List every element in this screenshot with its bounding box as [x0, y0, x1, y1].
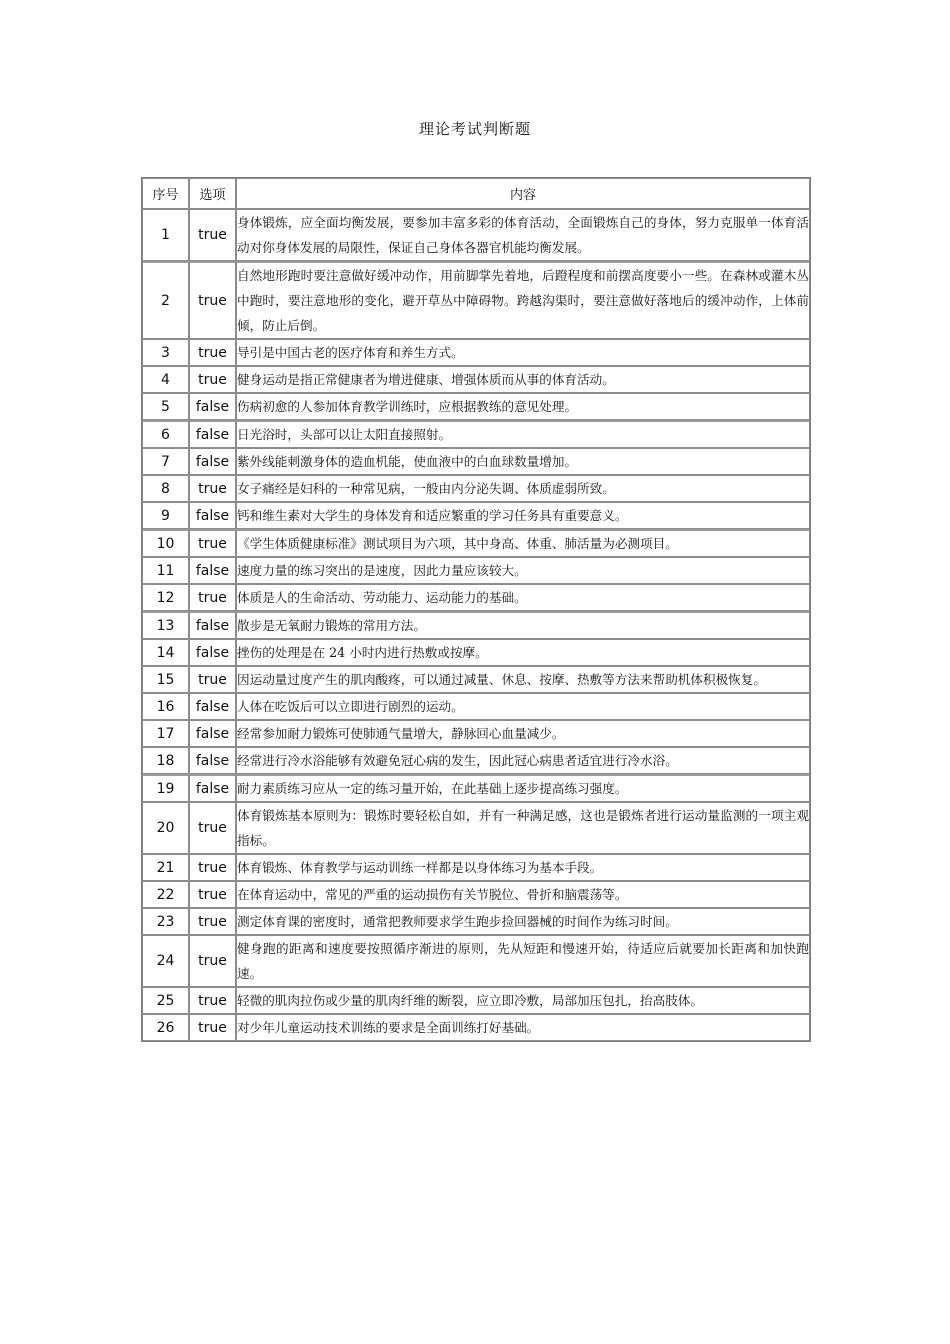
row-option: true [189, 366, 236, 393]
table-header-row [142, 178, 810, 209]
row-content: 轻微的肌肉拉伤或少量的肌肉纤维的断裂，应立即冷敷，局部加压包扎，抬高肢体。 [236, 987, 810, 1014]
row-number: 26 [142, 1014, 189, 1041]
row-option: true [189, 529, 236, 557]
row-option: true [189, 475, 236, 502]
row-content: 速度力量的练习突出的是速度，因此力量应该较大。 [236, 557, 810, 584]
row-number: 25 [142, 987, 189, 1014]
row-number: 24 [142, 935, 189, 987]
row-number: 20 [142, 802, 189, 854]
row-option: true [189, 802, 236, 854]
row-content: 因运动量过度产生的肌肉酸疼，可以通过减量、休息、按摩、热敷等方法来帮助机体积极恢复。 [236, 666, 810, 693]
table-row [142, 639, 810, 666]
row-number: 9 [142, 502, 189, 529]
row-number: 10 [142, 529, 189, 557]
row-number: 17 [142, 720, 189, 747]
row-option: true [189, 584, 236, 611]
table-row [142, 666, 810, 693]
row-option: false [189, 502, 236, 529]
row-content: 对少年儿童运动技术训练的要求是全面训练打好基础。 [236, 1014, 810, 1041]
row-option: false [189, 611, 236, 639]
row-option: true [189, 935, 236, 987]
row-content: 健身跑的距离和速度要按照循序渐进的原则，先从短距和慢速开始，待适应后就要加长距离和加快跑速。 [236, 935, 810, 987]
row-number: 3 [142, 339, 189, 366]
row-option: true [189, 261, 236, 339]
row-number: 13 [142, 611, 189, 639]
row-option: false [189, 557, 236, 584]
table-row [142, 557, 810, 584]
row-number: 23 [142, 908, 189, 935]
table-row [142, 584, 810, 611]
row-number: 4 [142, 366, 189, 393]
table-row [142, 908, 810, 935]
row-number: 21 [142, 854, 189, 881]
row-option: true [189, 908, 236, 935]
row-option: true [189, 666, 236, 693]
row-content: 女子痛经是妇科的一种常见病，一般由内分泌失调、体质虚弱所致。 [236, 475, 810, 502]
row-content: 自然地形跑时要注意做好缓冲动作，用前脚掌先着地，后蹬程度和前摆高度要小一些。在森林或灌木丛中跑时，要注意地形的变化，避开草丛中障碍物。跨越沟渠时，要注意做好落地后的缓冲动作，上体前倾，防止后倒。 [236, 261, 810, 339]
table-row [142, 611, 810, 639]
row-content: 在体育运动中，常见的严重的运动损伤有关节脱位、骨折和脑震荡等。 [236, 881, 810, 908]
row-content: 紫外线能刺激身体的造血机能，使血液中的白血球数量增加。 [236, 448, 810, 475]
table-row [142, 502, 810, 529]
row-option: true [189, 881, 236, 908]
row-content: 散步是无氧耐力锻炼的常用方法。 [236, 611, 810, 639]
row-content: 测定体育课的密度时，通常把教师要求学生跑步捡回器械的时间作为练习时间。 [236, 908, 810, 935]
row-content: 人体在吃饭后可以立即进行剧烈的运动。 [236, 693, 810, 720]
row-number: 2 [142, 261, 189, 339]
table-row [142, 1014, 810, 1041]
row-number: 5 [142, 393, 189, 420]
row-option: true [189, 209, 236, 261]
row-option: false [189, 639, 236, 666]
header-option: 选项 [189, 178, 236, 209]
row-number: 1 [142, 209, 189, 261]
row-number: 16 [142, 693, 189, 720]
row-content: 健身运动是指正常健康者为增进健康、增强体质而从事的体育活动。 [236, 366, 810, 393]
row-option: true [189, 339, 236, 366]
table-row [142, 802, 810, 854]
row-content: 伤病初愈的人参加体育教学训练时，应根据教练的意见处理。 [236, 393, 810, 420]
row-number: 8 [142, 475, 189, 502]
table-row [142, 774, 810, 802]
row-option: false [189, 774, 236, 802]
row-option: false [189, 448, 236, 475]
table-row [142, 693, 810, 720]
table-row [142, 261, 810, 339]
row-content: 耐力素质练习应从一定的练习量开始，在此基础上逐步提高练习强度。 [236, 774, 810, 802]
row-option: true [189, 854, 236, 881]
table-row [142, 420, 810, 448]
row-option: false [189, 420, 236, 448]
table-row [142, 339, 810, 366]
row-number: 18 [142, 747, 189, 774]
row-number: 6 [142, 420, 189, 448]
row-content: 经常进行冷水浴能够有效避免冠心病的发生，因此冠心病患者适宜进行冷水浴。 [236, 747, 810, 774]
table-row [142, 393, 810, 420]
row-number: 15 [142, 666, 189, 693]
table-row [142, 987, 810, 1014]
table-row [142, 209, 810, 261]
row-content: 钙和维生素对大学生的身体发育和适应繁重的学习任务具有重要意义。 [236, 502, 810, 529]
row-option: false [189, 747, 236, 774]
row-option: true [189, 1014, 236, 1041]
table-body [142, 209, 810, 1041]
row-content: 《学生体质健康标准》测试项目为六项，其中身高、体重、肺活量为必测项目。 [236, 529, 810, 557]
row-content: 经常参加耐力锻炼可使肺通气量增大，静脉回心血量减少。 [236, 720, 810, 747]
row-content: 导引是中国古老的医疗体育和养生方式。 [236, 339, 810, 366]
row-content: 体质是人的生命活动、劳动能力、运动能力的基础。 [236, 584, 810, 611]
page-title: 理论考试判断题 [418, 120, 531, 138]
row-number: 22 [142, 881, 189, 908]
header-content: 内容 [236, 178, 810, 209]
table-row [142, 366, 810, 393]
table-row [142, 854, 810, 881]
header-number: 序号 [142, 178, 189, 209]
table-row [142, 881, 810, 908]
row-content: 挫伤的处理是在 24 小时内进行热敷或按摩。 [236, 639, 810, 666]
table-row [142, 935, 810, 987]
row-content: 身体锻炼，应全面均衡发展，要参加丰富多彩的体育活动，全面锻炼自己的身体，努力克服单一体育活动对你身体发展的局限性，保证自己身体各器官机能均衡发展。 [236, 209, 810, 261]
table-row [142, 448, 810, 475]
table-row [142, 747, 810, 774]
row-number: 7 [142, 448, 189, 475]
row-number: 19 [142, 774, 189, 802]
row-number: 12 [142, 584, 189, 611]
row-content: 体育锻炼基本原则为：锻炼时要轻松自如，并有一种满足感，这也是锻炼者进行运动量监测的一项主观指标。 [236, 802, 810, 854]
row-option: false [189, 693, 236, 720]
table-row [142, 475, 810, 502]
row-content: 体育锻炼、体育教学与运动训练一样都是以身体练习为基本手段。 [236, 854, 810, 881]
row-option: false [189, 393, 236, 420]
table-row [142, 720, 810, 747]
row-content: 日光浴时，头部可以让太阳直接照射。 [236, 420, 810, 448]
row-number: 11 [142, 557, 189, 584]
row-number: 14 [142, 639, 189, 666]
true-false-question-table [141, 177, 811, 1042]
row-option: false [189, 720, 236, 747]
table-row [142, 529, 810, 557]
row-option: true [189, 987, 236, 1014]
